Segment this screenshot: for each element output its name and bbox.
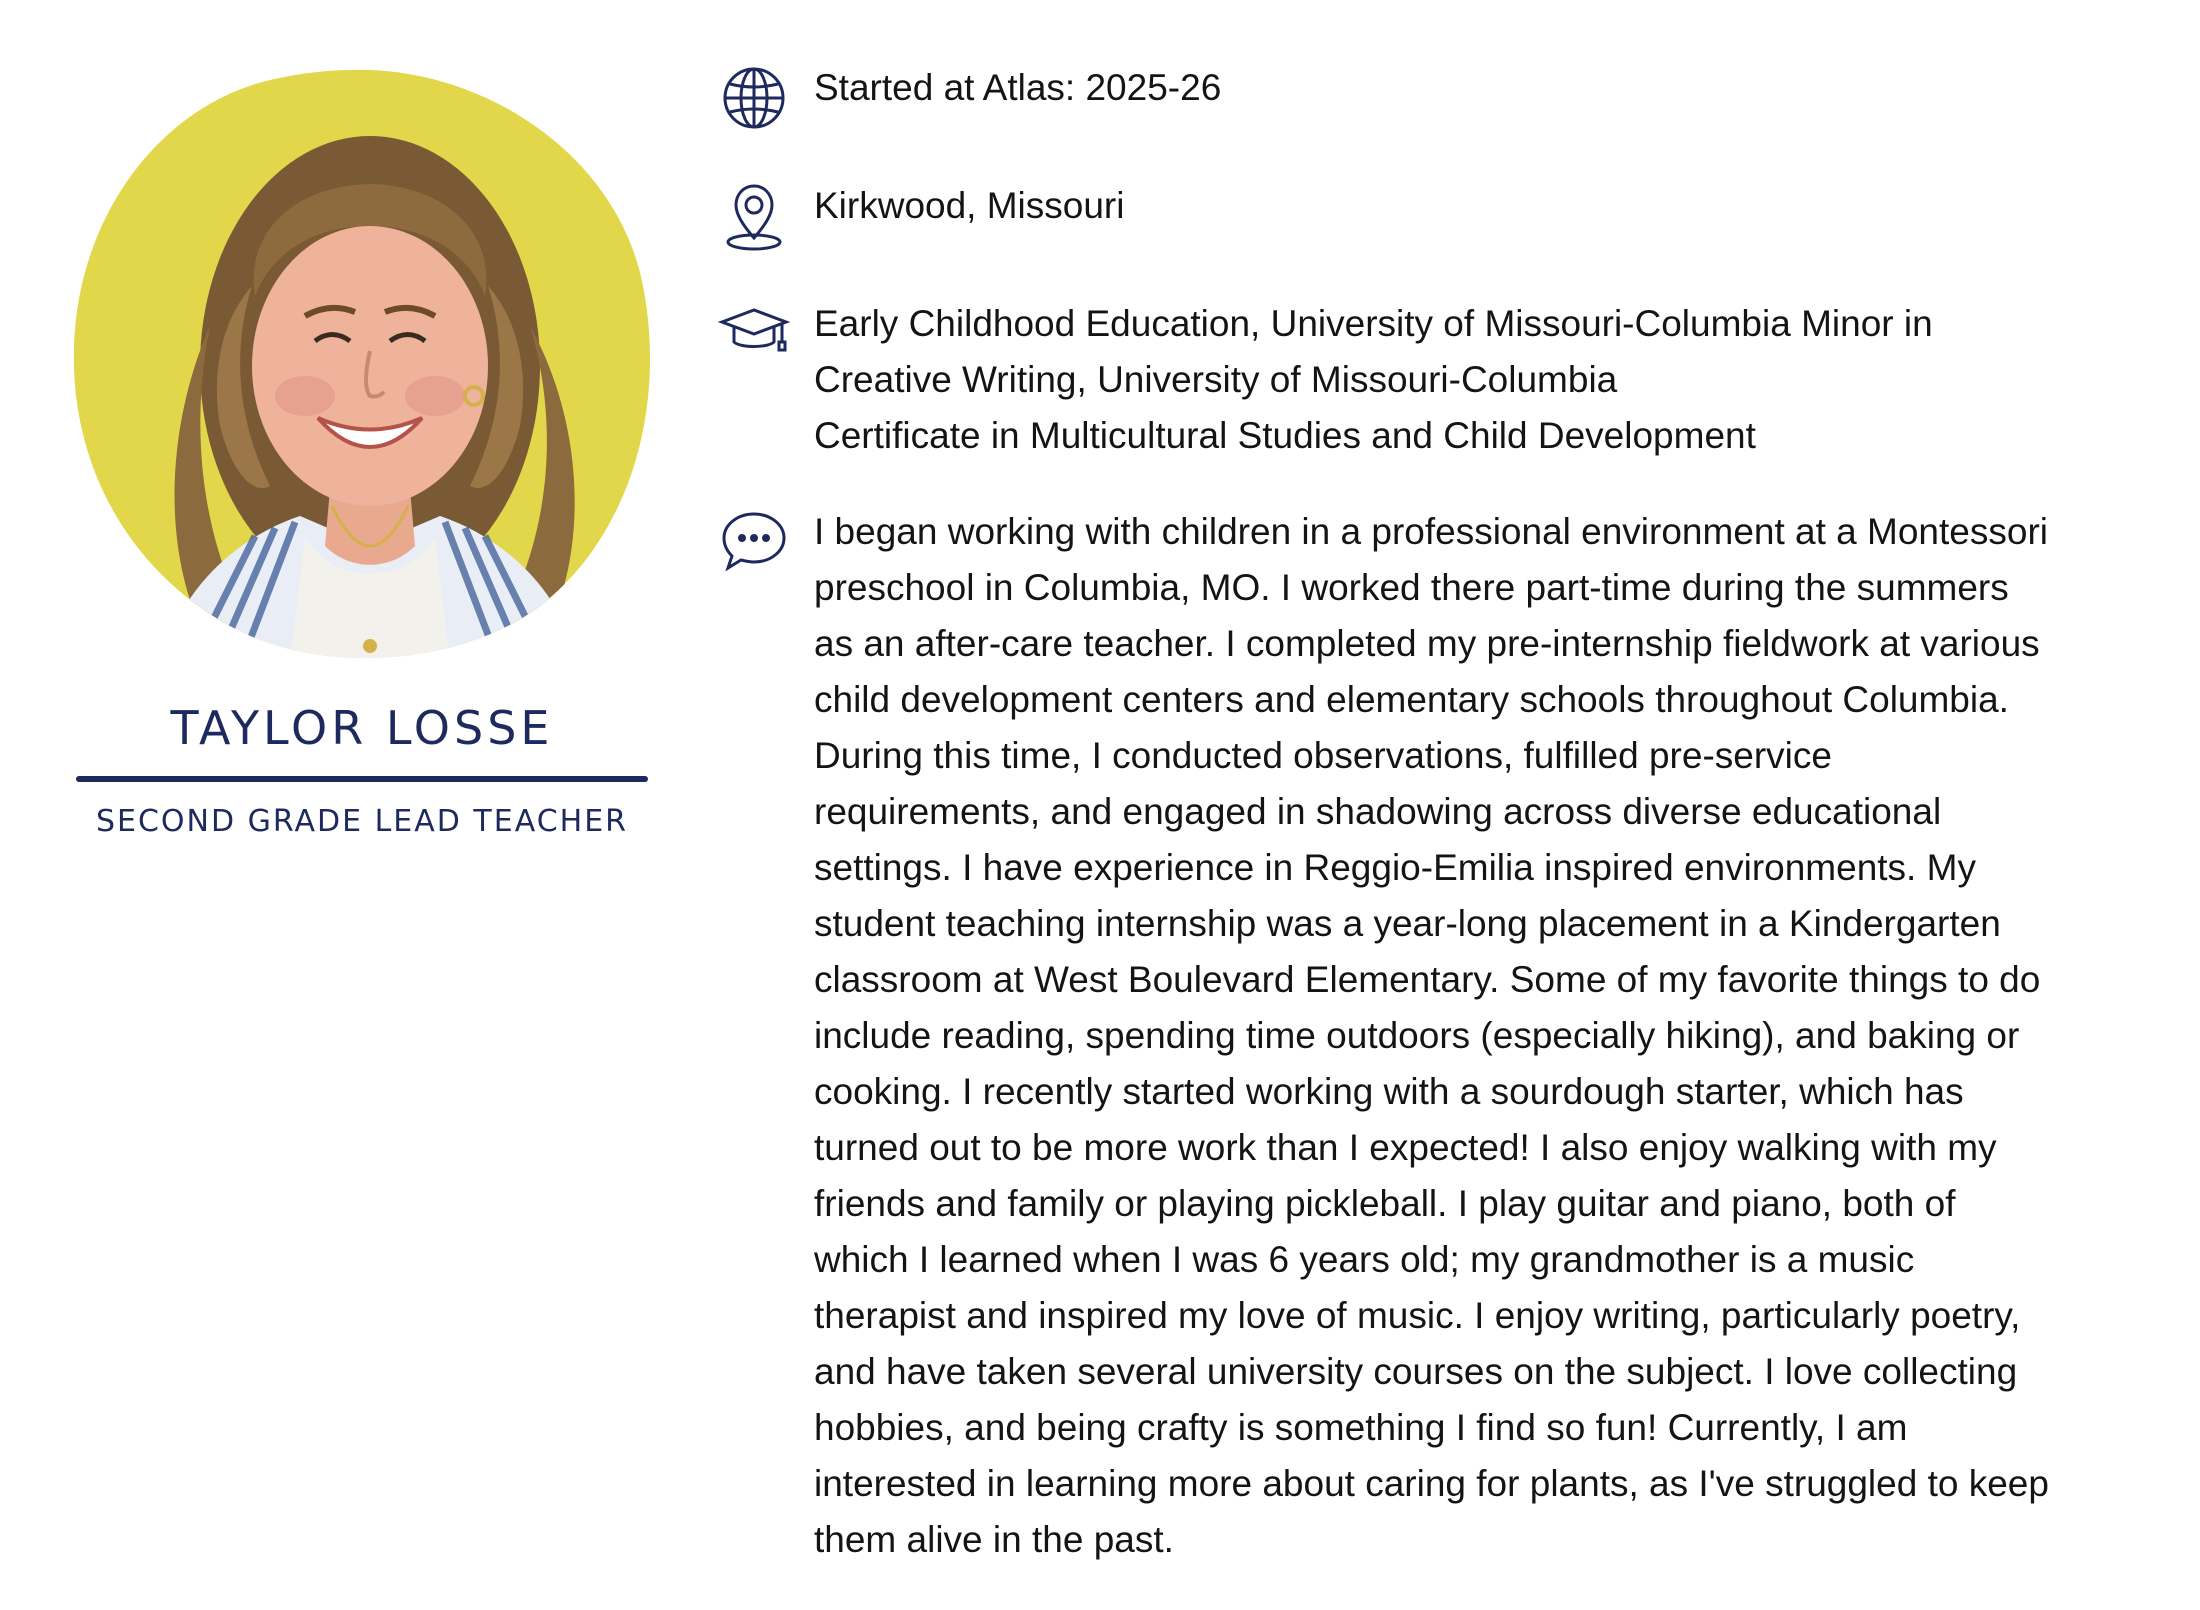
profile-card (70, 66, 650, 666)
details-list (718, 60, 2058, 1568)
education-text: Early Childhood Education, University of Missouri-Columbia Minor in Creative Writing, University of Missouri-Columbia Certificate in Multicultural Studies and Child Development (814, 303, 1933, 456)
portrait-photo (70, 66, 650, 666)
teacher-name: TAYLOR LOSSE (170, 701, 554, 755)
teacher-role: SECOND GRADE LEAD TEACHER (95, 804, 629, 839)
profile-photo (70, 66, 650, 666)
speech-bubble-icon (718, 506, 790, 578)
name-divider (76, 776, 648, 782)
location-row (718, 178, 2058, 252)
bio-row (718, 504, 2058, 1568)
started-text: Started at Atlas: 2025-26 (814, 67, 1222, 108)
name-block (76, 700, 648, 839)
graduation-cap-icon (718, 298, 790, 370)
map-pin-icon (718, 180, 790, 252)
started-row (718, 60, 2058, 134)
location-text: Kirkwood, Missouri (814, 185, 1125, 226)
education-row (718, 296, 2058, 464)
bio-text: I began working with children in a professional environment at a Montessori preschool in Columbia, MO. I worked there part-time during the summers as an after-care teacher. I completed my pre-internship fieldwork at various child development centers and elementary schools throughout Columbia. During this time, I conducted observations, fulfilled pre-service requirements, and engaged in shadowing across diverse educational settings. I have experience in Reggio-Emilia inspired environments. My student teaching internship was a year-long placement in a Kindergarten classroom at West Boulevard Elementary. Some of my favorite things to do include reading, spending time outdoors (especially hiking), and baking or cooking. I recently started working with a sourdough starter, which has turned out to be more work than I expected! I also enjoy walking with my friends and family or playing pickleball. I play guitar and piano, both of which I learned when I was 6 years old; my grandmother is a music therapist and inspired my love of music. I enjoy writing, particularly poetry, and have taken several university courses on the subject. I love collecting hobbies, and being crafty is something I find so fun! Currently, I am interested in learning more about caring for plants, as I've struggled to keep them alive in the past. (814, 511, 2049, 1560)
globe-icon (718, 62, 790, 134)
